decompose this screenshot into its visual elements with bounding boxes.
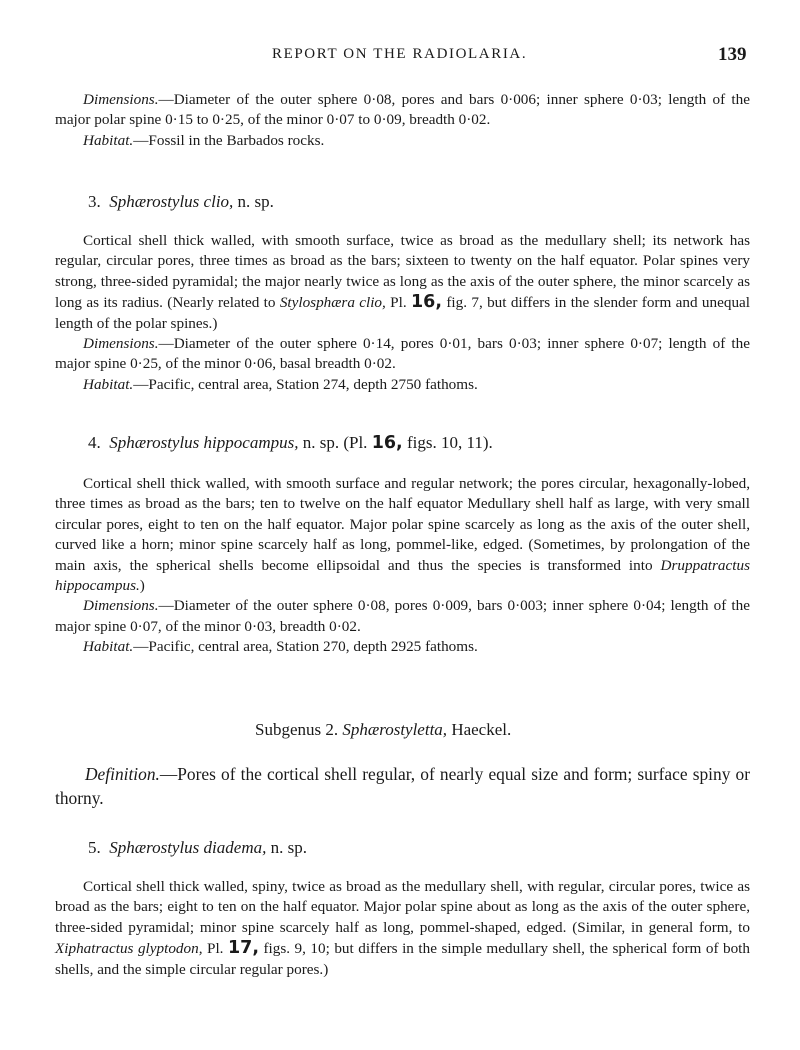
previous-species-block bbox=[55, 90, 750, 151]
subgenus-prefix: Subgenus 2. bbox=[255, 720, 339, 739]
page-header bbox=[0, 44, 800, 74]
habitat-paragraph bbox=[55, 131, 750, 151]
species-5-heading bbox=[88, 838, 307, 858]
description-text: Cortical shell thick walled, with smooth surface and regular network; the pores circular, hexagonally-lobed, three times as broad as the bars; ten to twelve on the half equator Medullary shell half as large, with very small circular pores, eight to ten on the half equator. Major polar spine scarcely as long as the axis of the outer shell, curved like a horn; minor spine scarcely half as long, pommel-like, edged. (Sometimes, by prolongation of the main axis, the spherical shells become ellipsoidal and thus the species is transformed into bbox=[55, 475, 750, 574]
species-number: 5. bbox=[88, 838, 101, 857]
species-number: 4. bbox=[88, 433, 101, 452]
reference-species: Xiphatractus glyptodon, bbox=[55, 940, 203, 958]
reference-rest: figs. 9, 10; but differs in the simple medullary shell, the spherical form of both shells, and the simple circular regular pores.) bbox=[55, 940, 750, 978]
definition-paragraph bbox=[55, 762, 750, 810]
reference-plate: Pl. bbox=[390, 294, 407, 312]
subgenus-heading bbox=[255, 720, 511, 740]
habitat-text: —Fossil in the Barbados rocks. bbox=[133, 131, 325, 149]
reference-rest: fig. 7, but differs in the slender form and unequal length of the polar spines.) bbox=[55, 294, 750, 332]
reference-species: Stylosphæra clio, bbox=[279, 294, 386, 312]
subgenus-name: Sphærostyletta, bbox=[342, 720, 448, 739]
habitat-paragraph bbox=[55, 637, 750, 657]
habitat-text: —Pacific, central area, Station 270, depth 2925 fathoms. bbox=[133, 638, 478, 656]
dimensions-label: Dimensions. bbox=[83, 597, 159, 615]
species-5-description bbox=[55, 877, 750, 980]
running-title: REPORT ON THE RADIOLARIA. bbox=[272, 46, 528, 62]
reference-plate-number: 17, bbox=[227, 938, 259, 959]
dimensions-text: —Diameter of the outer sphere 0·14, pores 0·01, bars 0·03; inner sphere 0·07; length of the major spine 0·25, of the minor 0·06, basal breadth 0·02. bbox=[55, 335, 750, 373]
definition-label: Definition. bbox=[85, 764, 160, 784]
figure-reference: figs. 10, 11). bbox=[406, 433, 493, 452]
reference-species: Druppatractus hippocampus. bbox=[55, 556, 750, 595]
species-4-heading bbox=[88, 433, 493, 453]
species-name: Sphærostylus hippocampus, bbox=[109, 433, 299, 452]
species-suffix: n. sp. bbox=[237, 192, 274, 211]
dimensions-text: —Diameter of the outer sphere 0·08, pores 0·009, bars 0·003; inner sphere 0·04; length of the major spine 0·07, of the minor 0·03, breadth 0·02. bbox=[55, 597, 750, 635]
reference-end: ) bbox=[139, 577, 145, 595]
habitat-label: Habitat. bbox=[83, 131, 134, 149]
species-name: Sphærostylus clio, bbox=[109, 192, 234, 211]
subgenus-author: Haeckel. bbox=[451, 720, 512, 739]
dimensions-paragraph bbox=[55, 596, 750, 637]
species-name: Sphærostylus diadema, bbox=[109, 838, 267, 857]
species-number: 3. bbox=[88, 192, 101, 211]
species-3-description bbox=[55, 231, 750, 334]
habitat-label: Habitat. bbox=[83, 638, 134, 656]
species-4-description bbox=[55, 474, 750, 596]
species-3-body bbox=[55, 231, 750, 395]
dimensions-paragraph bbox=[55, 334, 750, 375]
dimensions-label: Dimensions. bbox=[83, 335, 159, 353]
habitat-label: Habitat. bbox=[83, 375, 134, 393]
species-4-body bbox=[55, 474, 750, 658]
species-suffix: n. sp. (Pl. bbox=[302, 433, 368, 452]
definition-text: —Pores of the cortical shell regular, of nearly equal size and form; surface spiny or thorny. bbox=[55, 764, 750, 808]
dimensions-text: —Diameter of the outer sphere 0·08, pores and bars 0·006; inner sphere 0·03; length of the major polar spine 0·15 to 0·25, of the minor 0·07 to 0·09, breadth 0·02. bbox=[55, 91, 750, 129]
dimensions-paragraph bbox=[55, 90, 750, 131]
species-3-heading bbox=[88, 192, 274, 212]
reference-plate-number: 16, bbox=[410, 292, 442, 313]
species-5-body bbox=[55, 877, 750, 980]
plate-number: 16, bbox=[371, 433, 403, 453]
description-text: Cortical shell thick walled, spiny, twice as broad as the medullary shell, with regular, circular pores, twice as broad as the bars; eight to ten on the half equator. Major polar spine about as long as the axis of the outer sphere, three-sided pyramidal; minor spine scarcely half as long, pommel-shaped, edged. (Similar, in general form, to bbox=[55, 878, 750, 936]
description-text: Cortical shell thick walled, with smooth surface, twice as broad as the medullary shell; its network has regular, circular pores, three times as broad as the bars; sixteen to twenty on the half equator. Polar spines very strong, three-sided pyramidal; the major nearly twice as long as the axis of the outer sphere, the minor scarcely as long as its radius. (Nearly related to bbox=[55, 232, 750, 312]
page-number: 139 bbox=[718, 44, 747, 65]
dimensions-label: Dimensions. bbox=[83, 91, 159, 108]
species-suffix: n. sp. bbox=[270, 838, 307, 857]
habitat-text: —Pacific, central area, Station 274, depth 2750 fathoms. bbox=[133, 375, 478, 393]
reference-plate: Pl. bbox=[207, 940, 224, 958]
habitat-paragraph bbox=[55, 375, 750, 395]
